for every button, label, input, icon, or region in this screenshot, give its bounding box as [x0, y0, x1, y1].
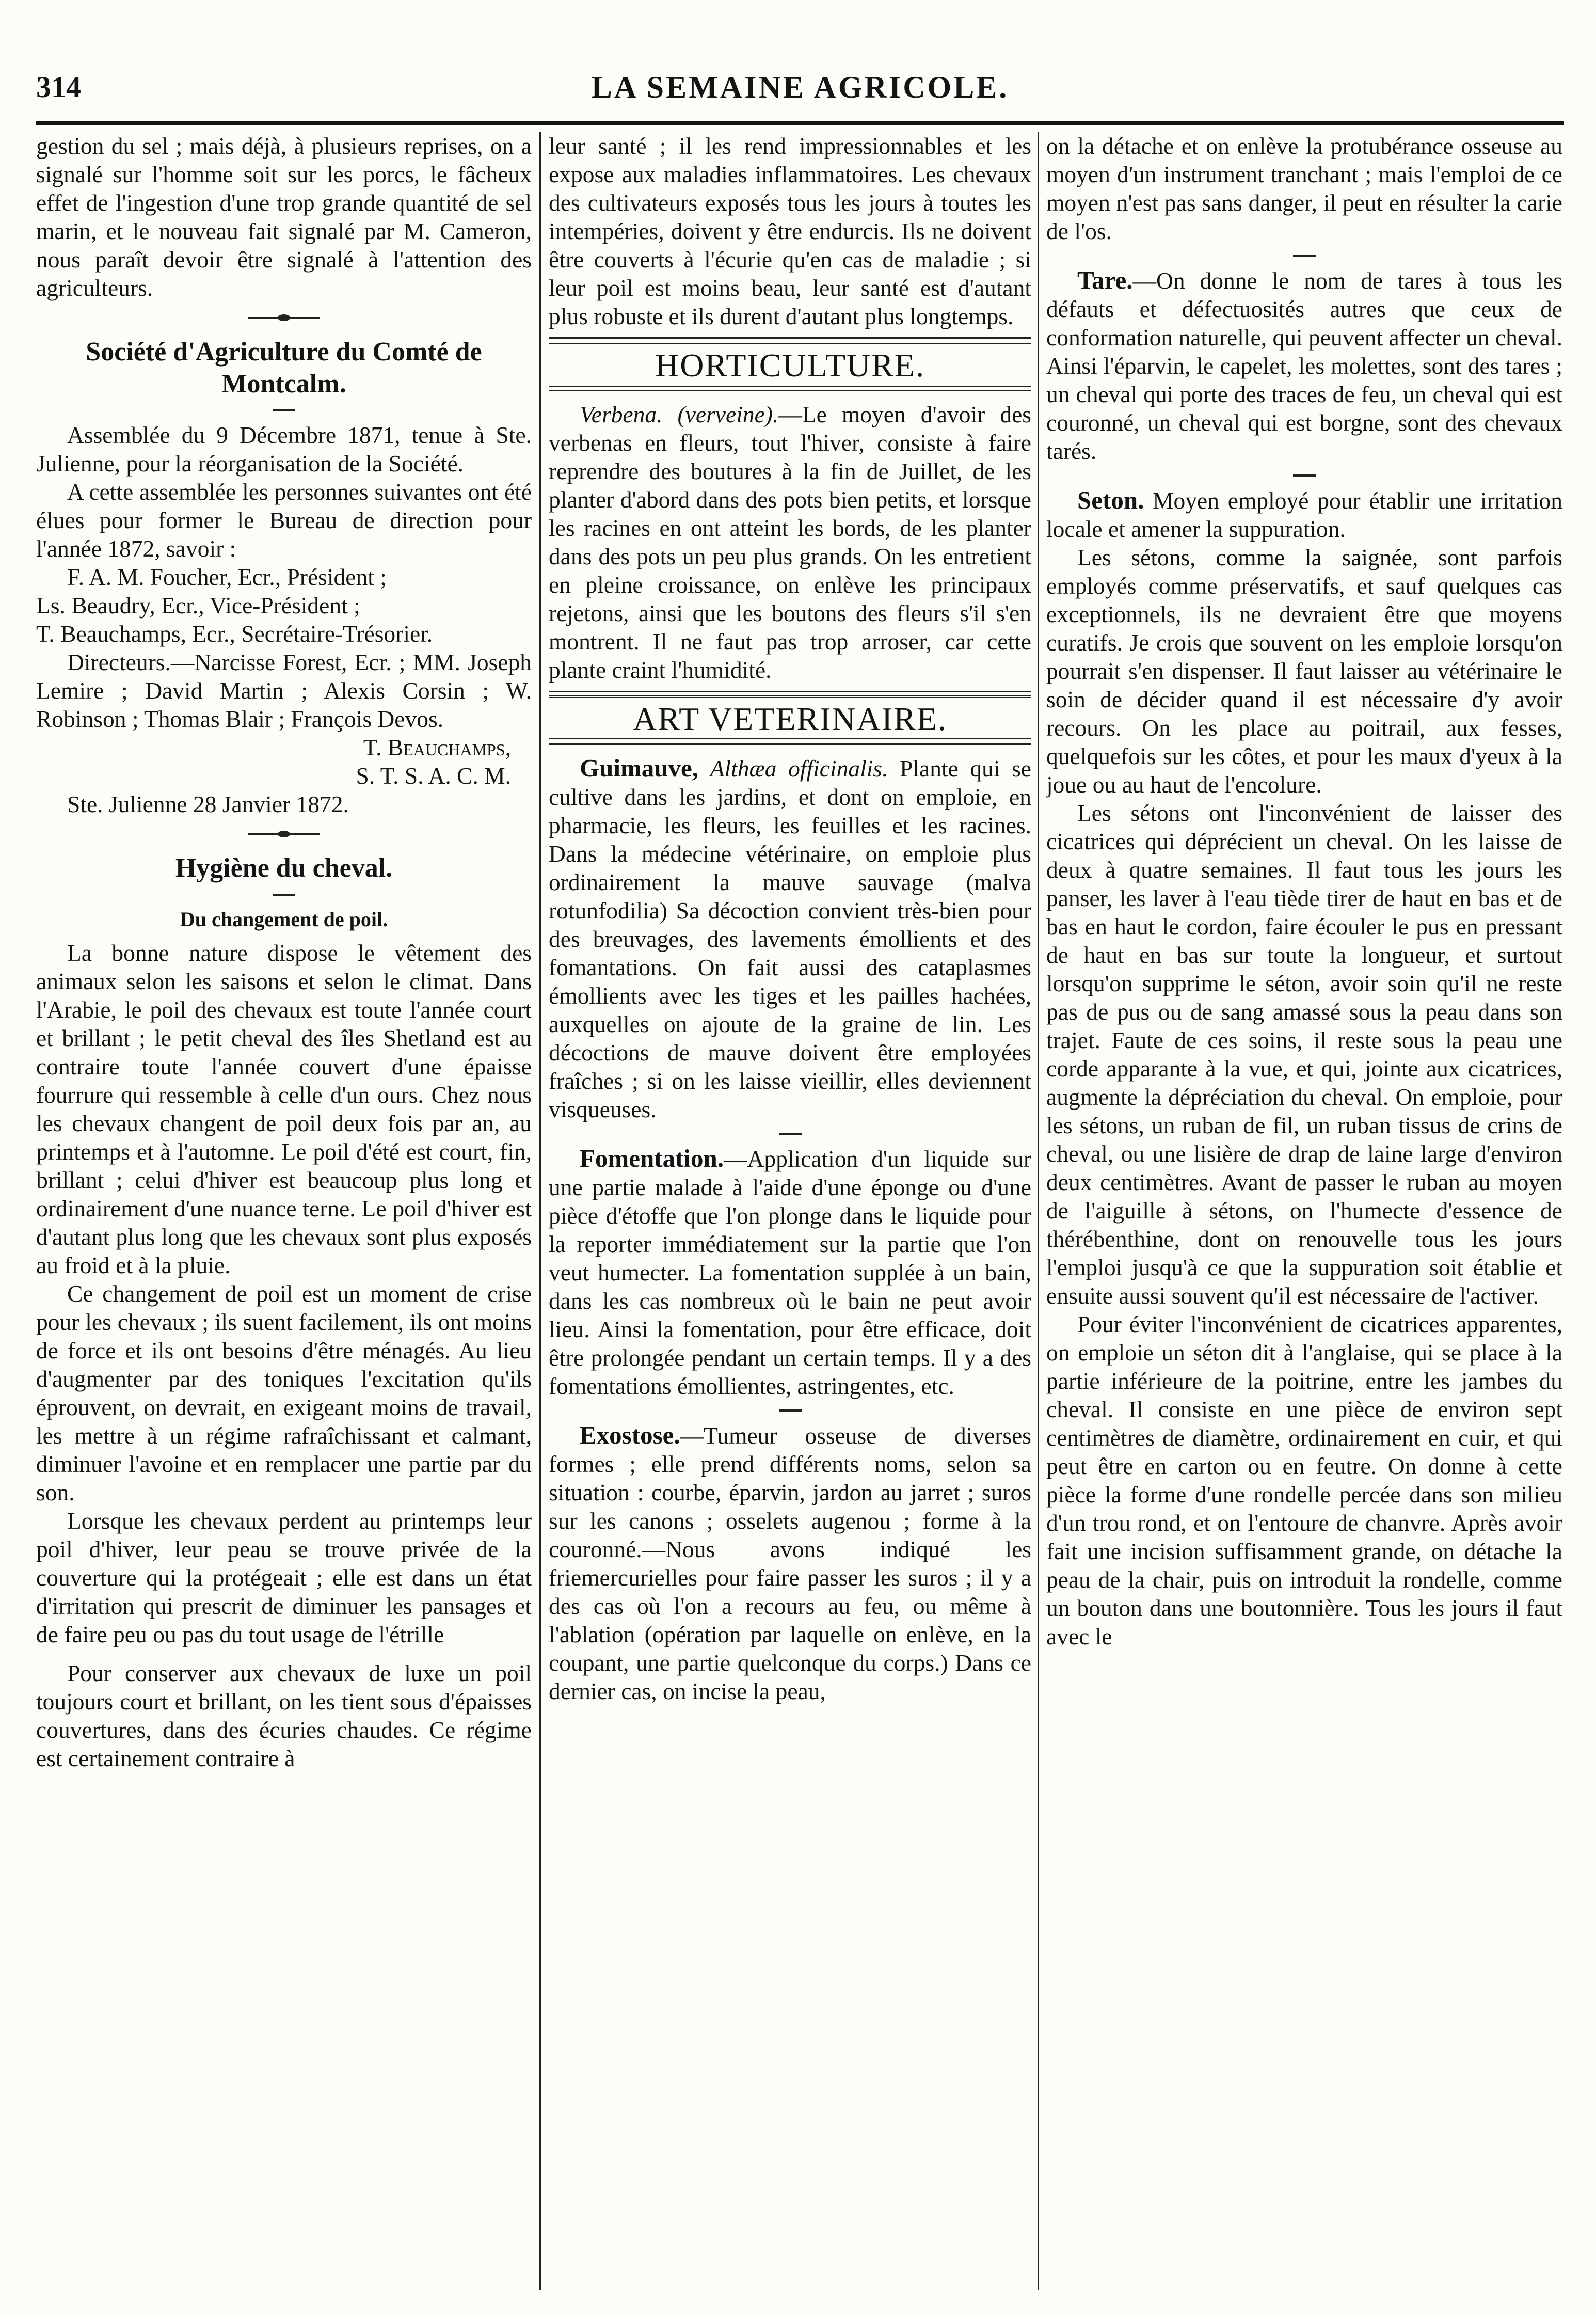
section-subtitle: Du changement de poil. — [180, 908, 388, 931]
section-heading-horticulture: HORTICULTURE. — [549, 342, 1031, 387]
dash-divider — [1293, 474, 1316, 477]
paragraph: A cette assemblée les personnes suivantes ont été élues pour former le Bureau de direction pour l'année 1872, savoir : — [36, 479, 532, 562]
paragraph: gestion du sel ; mais déjà, à plusieurs reprises, on a signalé sur l'homme soit sur les porcs, le fâcheux effet de l'ingestion d'une trop grande quantité de sel marin, et le nouveau fait signalé par M. Cameron, nous paraît devoir être signalé à l'attention des agriculteurs. — [36, 133, 532, 301]
paragraph: Ce changement de poil est un moment de crise pour les chevaux ; ils suent facilement, ils ont moins de force et ils ont besoins d'être ménagés. Au lieu d'augmenter par des toniques l'excitation qu'ils éprouvent, on devrait, en exigeant moins de travail, les mettre à un régime rafraîchissant et calmant, diminuer l'avoine et en remplacer une partie par du son. — [36, 1280, 532, 1505]
paragraph: Assemblée du 9 Décembre 1871, tenue à Ste. Julienne, pour la réorganisation de la Société. — [36, 422, 532, 477]
latin-name: Althæa officinalis. — [710, 755, 888, 782]
paragraph: Directeurs.—Narcisse Forest, Ecr. ; MM. Joseph Lemire ; David Martin ; Alexis Corsin ; W. Robinson ; Thomas Blair ; François Devos. — [36, 649, 532, 732]
term-verbena: Verbena. (verveine). — [580, 401, 779, 427]
signature-name: T. Beauchamps, — [363, 734, 511, 760]
term-guimauve: Guimauve, — [580, 754, 699, 782]
ornament-divider — [248, 831, 320, 838]
entry-seton — [1046, 486, 1562, 543]
entry-text: —Tumeur osseuse de diverses formes ; elle prend différents noms, selon sa situation : courbe, éparvin, jardon au jarret ; suros sur les canons ; osselets augenou ; forme à la couronné.—Nous avons indiqué les friemercurielles pour faire passer les suros ; il y a des cas où l'on a recours au feu, ou même à l'ablation (opération par laquelle on enlève, en la coupant, une partie quelconque du corps.) Dans ce dernier cas, on incise la peau, — [549, 1422, 1031, 1704]
paragraph: Pour éviter l'inconvénient de cicatrices apparentes, on emploie un séton dit à l'anglaise, qui se place à la partie inférieure de la poitrine, entre les jambes du cheval. Il consiste en une pièce de environ sept centimètres de diamètre, ordinairement en cuir, et qui peut être en carton ou en feutre. On donne à cette pièce la forme d'une rondelle percée dans son milieu d'un trou rond, et on l'entoure de chanvre. Après avoir fait une incision suffisamment grande, on détache la peau de la chair, puis on introduit la rondelle, comme un bouton dans une boutonnière. Tous les jours il faut avec le — [1046, 1311, 1562, 1650]
ornament-divider — [248, 314, 320, 322]
header-rule — [36, 121, 1564, 125]
entry-text: Moyen employé pour établir une irritation locale et amener la suppuration. — [1046, 487, 1562, 542]
paragraph: Lorsque les chevaux perdent au printemps leur poil d'hiver, leur peau se trouve privée de la couverture qui la protégeait ; elle est dans un état d'irritation qui prescrit de diminuer les pansages et de faire peu ou pas du tout usage de l'étrille — [36, 1508, 532, 1647]
signature-title: S. T. S. A. C. M. — [356, 763, 511, 789]
paragraph: T. Beauchamps, Ecr., Secrétaire-Trésorier. — [36, 621, 433, 647]
section-title-hygiene: Hygiène du cheval. — [175, 853, 393, 883]
paragraph: on la détache et on enlève la protubérance osseuse au moyen d'un instrument tranchant ; mais l'emploi de ce moyen n'est pas sans danger, il peut en résulter la carie de l'os. — [1046, 133, 1562, 244]
signature-place-date: Ste. Julienne 28 Janvier 1872. — [67, 791, 349, 817]
paragraph: Les sétons ont l'inconvénient de laisser des cicatrices qui déprécient un cheval. On les laisse de deux à quatre semaines. Il faut tous les jours les panser, les laver à l'eau tiède tirer de haut en bas et de bas en haut le cordon, faire écouler le pus en pressant de haut en bas sur toute la longueur, et surtout lorsqu'on supprime le séton, avoir soin qu'il ne reste pas de pus ou de sang amassé sous la peau dans son trajet. Faute de ces soins, il reste sous la peau une corde apparante à la vue, et qui, jointe aux cicatrices, augmente la dépréciation du cheval. On emploie, pour les sétons, un ruban de fil, un ruban tissus de crins de cheval, ou une lisière de drap de laine large d'environ deux centimètres. Avant de passer le ruban au moyen de l'aiguille à sétons, on l'humecte d'essence de thérébenthine, dont on renouvelle tous les jours l'emploi jusqu'à ce que la suppuration soit établie et ensuite aussi souvent qu'il est nécessaire de l'activer. — [1046, 800, 1562, 1309]
dash-divider — [779, 1133, 802, 1135]
entry-text: Plante qui se cultive dans les jardins, et dont on emploie, en pharmacie, les fleurs, les feuilles et les racines. Dans la médecine vétérinaire, on emploie plus ordinairement la mauve sauvage (malva rotunfodilia) Sa décoction convient très-bien pour des breuvages, des lavements émollients et des fomantations. On fait aussi des cataplasmes émollients avec les tiges et les pailles hachées, auxquelles on ajoute de la graine de lin. Les décoctions de mauve doivent être employées fraîches ; si on les laisse vieillir, elles deviennent visqueuses. — [549, 755, 1031, 1122]
section-heading-veterinaire: ART VETERINAIRE. — [549, 695, 1031, 740]
dash-divider — [1293, 255, 1316, 257]
dash-divider — [273, 894, 295, 896]
paragraph: La bonne nature dispose le vêtement des animaux selon les saisons et selon le climat. Dans l'Arabie, le poil des chevaux est toute l'année court et brillant ; le petit cheval des îles Shetland est au contraire toute l'année couvert d'une épaisse fourrure qui ressemble à celle d'un ours. Chez nous les chevaux changent de poil deux fois par an, au printemps et à l'automne. Le poil d'été est court, fin, brillant ; celui d'hiver est beaucoup plus long et ordinairement d'une nuance terne. Le poil d'hiver est d'autant plus long que les chevaux sont plus exposés au froid et à la pluie. — [36, 940, 532, 1278]
dash-divider — [779, 1409, 802, 1412]
section-title-society: Société d'Agriculture du Comté de Montcalm. — [86, 337, 482, 399]
entry-exostose — [549, 1421, 1031, 1705]
entry-verbena — [549, 400, 1031, 684]
entry-guimauve — [549, 754, 1031, 1123]
term-seton: Seton. — [1077, 486, 1144, 514]
entry-tare — [1046, 266, 1562, 465]
journal-title: LA SEMAINE AGRICOLE. — [591, 70, 1009, 104]
column-3 — [1046, 132, 1562, 2290]
column-1 — [36, 132, 532, 2290]
column-divider — [1038, 132, 1039, 2290]
paragraph: F. A. M. Foucher, Ecr., Président ; — [67, 564, 387, 590]
entry-fomentation — [549, 1144, 1031, 1400]
column-2 — [549, 132, 1031, 2290]
paragraph: leur santé ; il les rend impressionnables et les expose aux maladies inflammatoires. Les chevaux des cultivateurs exposés tous les jours à toutes les intempéries, doivent y être endurcis. Ils ne doivent être couverts à l'écurie qu'en cas de maladie ; si leur poil est moins beau, leur santé est d'autant plus robuste et ils durent d'autant plus longtemps. — [549, 133, 1031, 329]
term-fomentation: Fomentation. — [580, 1144, 724, 1172]
term-tare: Tare. — [1077, 266, 1133, 294]
term-exostose: Exostose. — [580, 1421, 680, 1449]
dash-divider — [273, 409, 295, 411]
page-number: 314 — [36, 70, 81, 104]
column-divider — [539, 132, 541, 2290]
paragraph: Les sétons, comme la saignée, sont parfois employés comme préservatifs, et sauf quelques cas exceptionnels, ils ne devraient être que moyens curatifs. Je crois que souvent on les emploie lorsqu'on pourrait s'en dispenser. Il faut laisser au vétérinaire le soin de décider quand il est nécessaire d'y avoir recours. On les place au poitrail, aux fesses, quelquefois sur les côtes, et pour les maux d'yeux à la joue ou au haut de l'encolure. — [1046, 544, 1562, 798]
entry-text: —On donne le nom de tares à tous les défauts et défectuosités autres que ceux de conformation naturelle, qui peuvent affecter un cheval. Ainsi l'éparvin, le capelet, les molettes, sont des tares ; un cheval qui porte des traces de feu, un cheval qui est couronné, un cheval qui est borgne, sont des chevaux tarés. — [1046, 267, 1562, 464]
entry-text: —Le moyen d'avoir des verbenas en fleurs, tout l'hiver, consiste à faire reprendre des boutures à la fin de Juillet, de les planter d'abord dans des pots bien petits, et lorsque les racines en ont atteint les bords, de les planter dans des pots un peu plus grands. On les entretient en pleine croissance, on enlève les principaux rejetons, ainsi que les boutons des fleurs s'il s'en montrent. Il ne faut pas trop arroser, car cette plante craint l'humidité. — [549, 401, 1031, 683]
page-header — [36, 70, 1564, 116]
entry-text: —Application d'un liquide sur une partie malade à l'aide d'une éponge ou d'une pièce d'étoffe que l'on plonge dans le liquide pour la reporter immédiatement sur la partie que l'on veut humecter. La fomentation supplée à un bain, dans les cas nombreux où le bain ne peut avoir lieu. Ainsi la fomentation, pour être efficace, doit être prolongée pendant un certain temps. Il y a des fomentations émollientes, astringentes, etc. — [549, 1146, 1031, 1399]
paragraph: Ls. Beaudry, Ecr., Vice-Président ; — [36, 592, 360, 619]
paragraph: Pour conserver aux chevaux de luxe un poil toujours court et brillant, on les tient sous d'épaisses couvertures, dans des écuries chaudes. Ce régime est certainement contraire à — [36, 1660, 532, 1771]
